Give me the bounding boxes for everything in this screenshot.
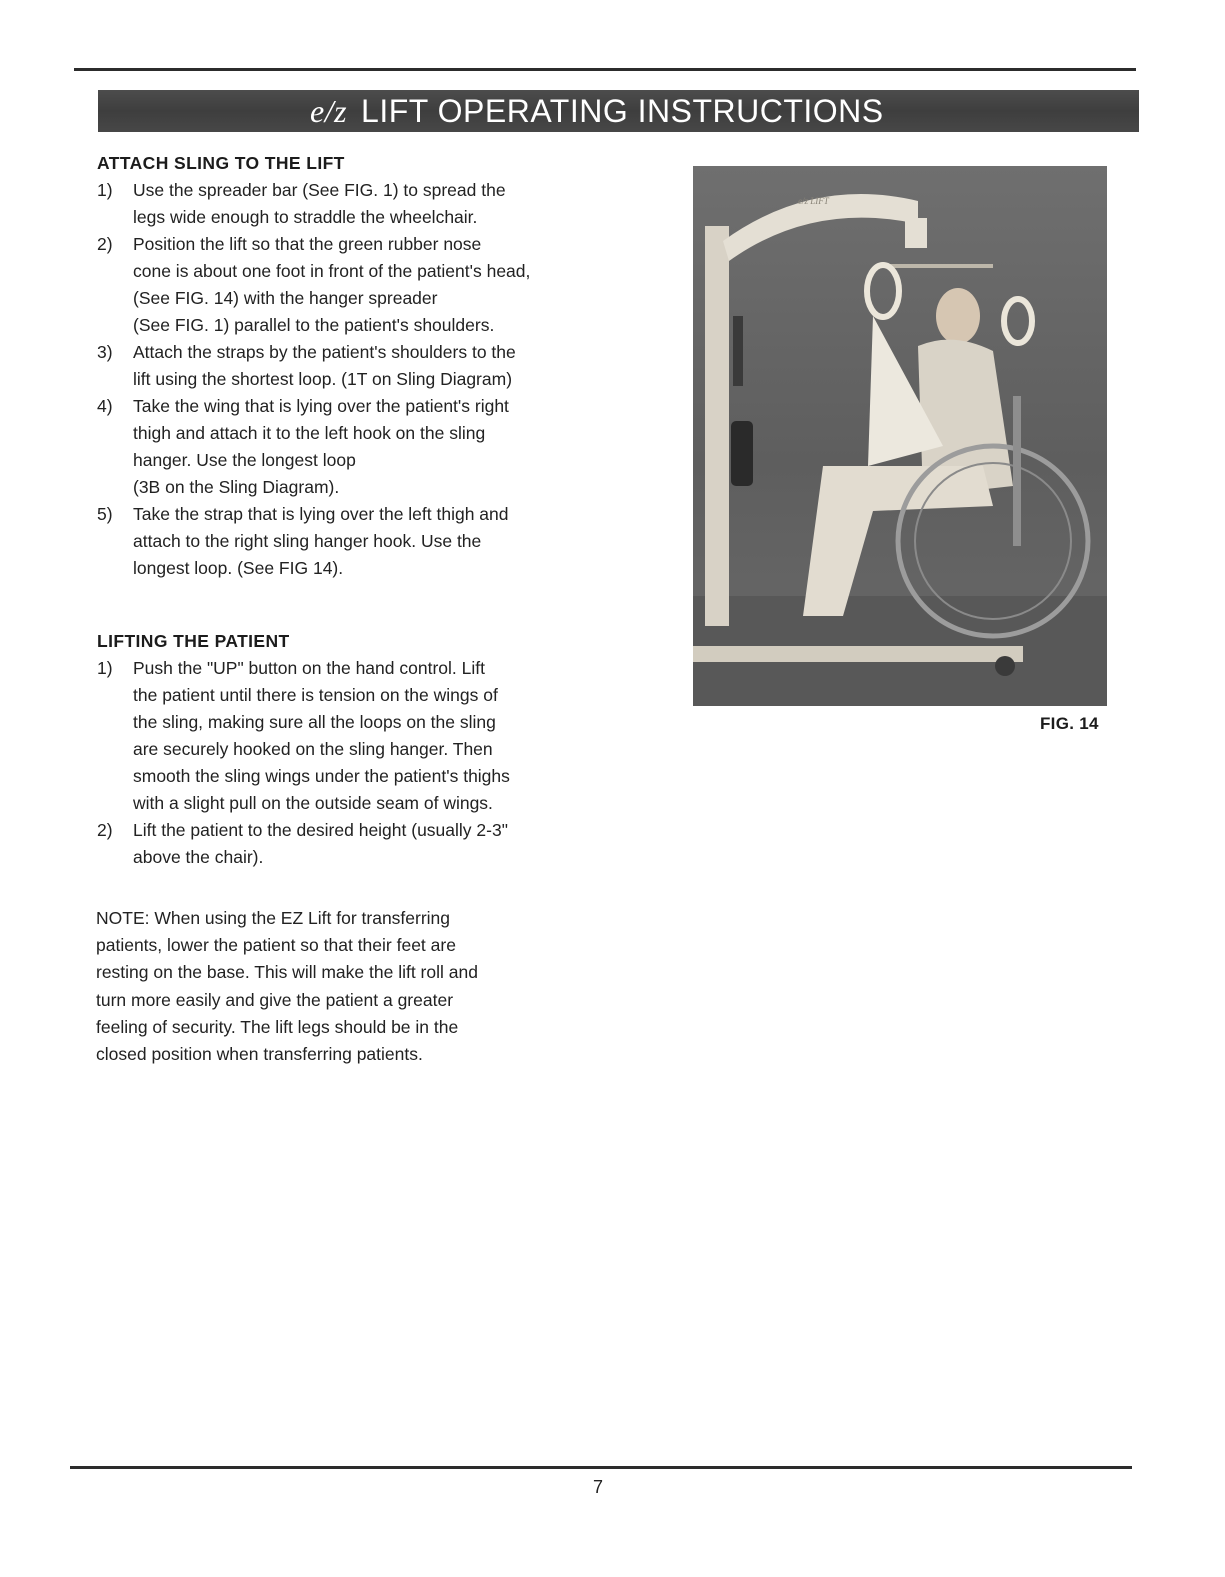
step-item — [97, 393, 657, 501]
step-text: Push the "UP" button on the hand control. Lift the patient until there is tension on the wings of the sling, making sure all the loops on the sling are securely hooked on the sling hanger. Then smooth the sling wings under the patient's thighs with a slight pull on the outside seam of wings. — [133, 658, 510, 813]
step-list — [97, 655, 657, 871]
lift-label: e/z LIFT — [798, 196, 829, 206]
step-item — [97, 339, 657, 393]
sling-loop-right — [1004, 299, 1032, 343]
bottom-rule — [70, 1466, 1132, 1469]
caster — [995, 656, 1015, 676]
step-number: 1) — [97, 180, 113, 200]
step-number: 5) — [97, 504, 113, 524]
lift-base — [693, 646, 1023, 662]
step-item — [97, 817, 657, 871]
step-number: 4) — [97, 396, 113, 416]
section-heading: LIFTING THE PATIENT — [97, 631, 290, 651]
battery — [733, 316, 743, 386]
step-text: Take the strap that is lying over the left thigh and attach to the right sling hanger hook. Use the longest loop. (See FIG 14). — [133, 504, 509, 578]
step-number: 3) — [97, 342, 113, 362]
step-text: Lift the patient to the desired height (usually 2-3" above the chair). — [133, 820, 508, 867]
lift-illustration — [693, 166, 1107, 706]
wheelchair-frame — [1013, 396, 1021, 546]
page-number: 7 — [593, 1477, 604, 1497]
lifting-patient-section — [97, 628, 657, 871]
step-number: 1) — [97, 658, 113, 678]
brand-logo: e/z — [310, 92, 348, 129]
boom-end — [905, 218, 927, 248]
lift-mast — [705, 226, 729, 626]
step-item — [97, 231, 657, 339]
step-item — [97, 501, 657, 582]
section-heading: ATTACH SLING TO THE LIFT — [97, 153, 345, 173]
figure-caption: FIG. 14 — [1040, 714, 1099, 733]
step-item — [97, 177, 657, 231]
step-number: 2) — [97, 820, 113, 840]
step-text: Use the spreader bar (See FIG. 1) to spread the legs wide enough to straddle the wheelchair. — [133, 180, 506, 227]
patient-head — [936, 288, 980, 344]
step-item — [97, 655, 657, 817]
page-title-banner — [98, 90, 1139, 132]
top-rule — [74, 68, 1136, 71]
step-text: Take the wing that is lying over the patient's right thigh and attach it to the left hook on the sling hanger. Use the longest loop (3B on the Sling Diagram). — [133, 396, 509, 497]
lift-photo — [693, 166, 1107, 706]
step-number: 2) — [97, 234, 113, 254]
step-text: Attach the straps by the patient's shoulders to the lift using the shortest loop. (1T on Sling Diagram) — [133, 342, 516, 389]
step-text: Position the lift so that the green rubber nose cone is about one foot in front of the patient's head, (See FIG. 14) with the hanger spreader (See FIG. 1) parallel to the patient's shoulders. — [133, 234, 531, 335]
note-paragraph: NOTE: When using the EZ Lift for transferring patients, lower the patient so that their feet are resting on the base. This will make the lift roll and turn more easily and give the patient a greater feeling of security. The lift legs should be in the closed position when transferring patients. — [96, 908, 478, 1065]
attach-sling-section — [97, 150, 657, 582]
hand-control — [731, 421, 753, 486]
sling-loop-left — [867, 265, 899, 317]
page-title: LIFT OPERATING INSTRUCTIONS — [361, 92, 884, 129]
step-list — [97, 177, 657, 582]
